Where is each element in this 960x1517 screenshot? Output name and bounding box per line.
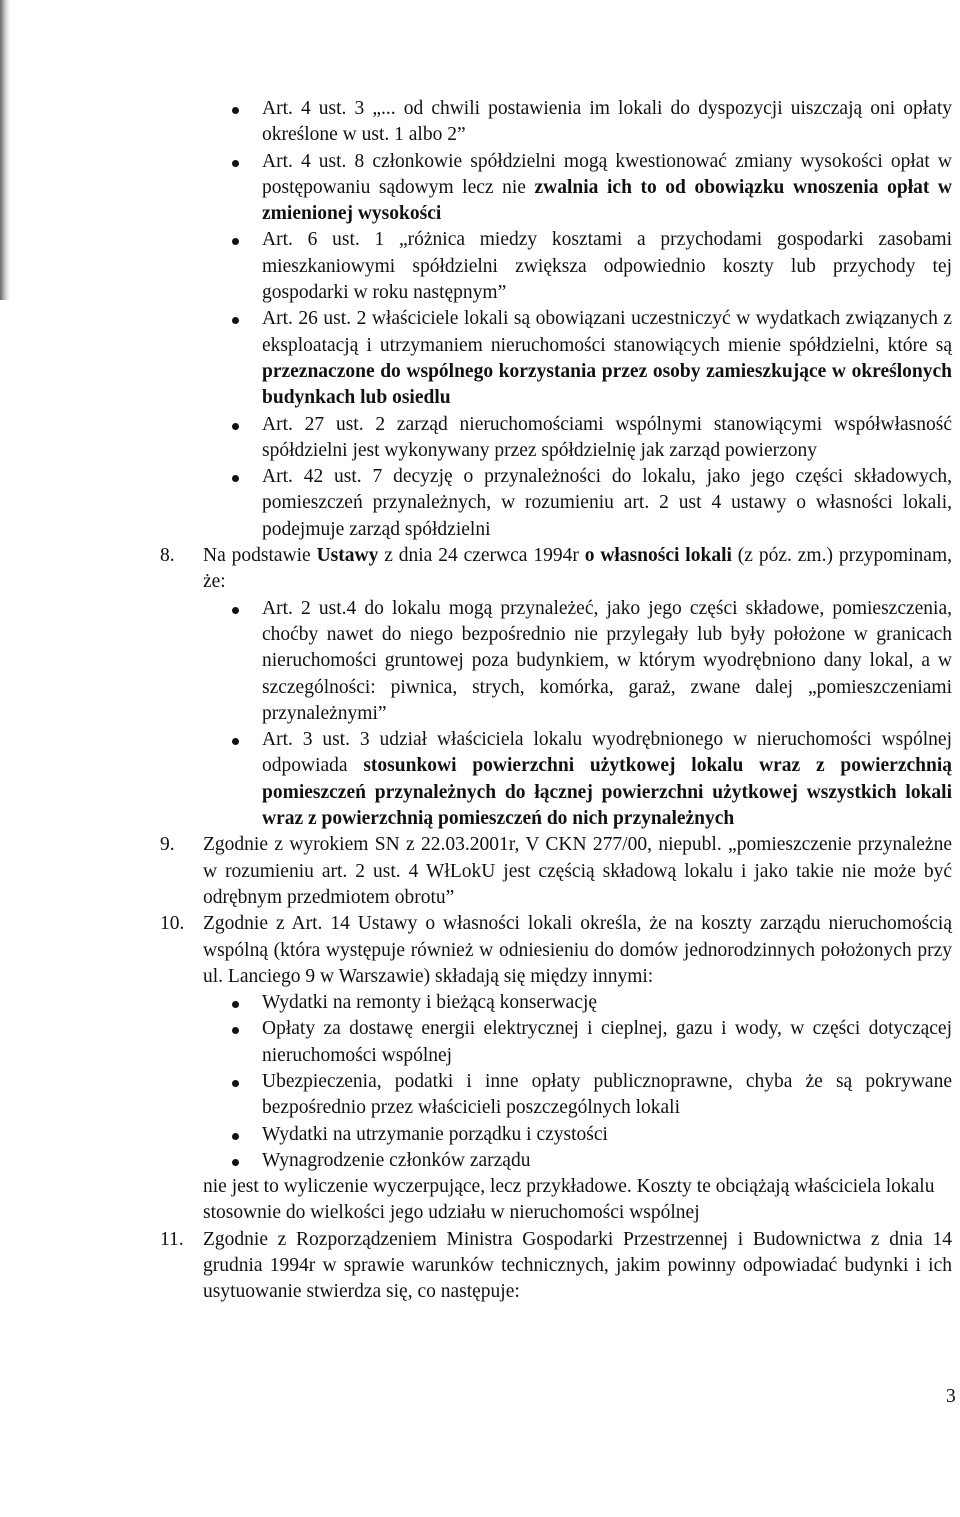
- bullet-icon: [232, 423, 239, 430]
- bullet-icon: [232, 238, 239, 245]
- bold-text: przeznaczone do wspólnego korzystania przez osoby zamieszkujące w określonych budynkach lub osiedlu: [262, 360, 952, 409]
- bullet-icon: [232, 475, 239, 482]
- list-item: Art. 26 ust. 2 właściciele lokali są obowiązani uczestniczyć w wydatkach związanych z eksploatacją i utrzymaniem nieruchomości stanowiących mienie spółdzielni, które są przeznaczone do wspólnego korzystania przez osoby zamieszkujące w określonych budynkach lub osiedlu: [262, 306, 952, 411]
- list-item: Wydatki na utrzymanie porządku i czystości: [262, 1122, 952, 1148]
- paragraph: nie jest to wyliczenie wyczerpujące, lecz przykładowe. Koszty te obciążają właściciela lokalu stosownie do wielkości jego udziału w nieruchomości wspólnej: [203, 1176, 935, 1224]
- item-number: 8.: [160, 545, 175, 567]
- bold-text: Ustawy: [316, 545, 379, 567]
- numbered-item-9: [160, 832, 952, 911]
- sub-bullet-list: [262, 990, 952, 1174]
- bullet-icon: [232, 1080, 239, 1087]
- paragraph: Na podstawie Ustawy z dnia 24 czerwca 1994r o własności lokali (z póz. zm.) przypominam, że:: [203, 545, 953, 593]
- list-item: Art. 2 ust.4 do lokalu mogą przynależeć, jako jego części składowe, pomieszczenia, choćby nawet do niego bezpośrednio nie przylegały lub były położone w granicach nieruchomości gruntowej poza budynkiem, w którym wyodrębniono dany lokal, a w szczególności: piwnica, strych, komórka, garaż, zwane dalej „pomieszczeniami przynależnymi”: [262, 596, 952, 727]
- paragraph: Zgodnie z Rozporządzeniem Ministra Gospodarki Przestrzennej i Budownictwa z dnia 14 grudnia 1994r w sprawie warunków technicznych, jakim powinny odpowiadać budynki i ich usytuowanie stwierdza się, co następuje:: [203, 1228, 952, 1303]
- bullet-icon: [232, 1133, 239, 1140]
- paragraph: Zgodnie z wyrokiem SN z 22.03.2001r, V CKN 277/00, niepubl. „pomieszczenie przynależne w rozumieniu art. 2 ust. 4 WłLokU jest częścią składową lokalu i jako takie nie może być odrębnym przedmiotem obrotu”: [203, 834, 952, 908]
- bold-text: zwalnia ich to od obowiązku wnoszenia opłat w zmienionej wysokości: [262, 176, 952, 225]
- list-item: Art. 6 ust. 1 „różnica miedzy kosztami a przychodami gospodarki zasobami mieszkaniowymi spółdzielni zwiększa odpowiednio koszty lub przychody tej gospodarki w roku następnym”: [262, 227, 952, 306]
- bullet-icon: [232, 607, 239, 614]
- bullet-icon: [232, 317, 239, 324]
- bullet-icon: [232, 1159, 239, 1166]
- numbered-item-8: [160, 543, 953, 832]
- list-item: Ubezpieczenia, podatki i inne opłaty publicznoprawne, chyba że są pokrywane bezpośrednio przez właścicieli poszczególnych lokali: [262, 1069, 952, 1122]
- sub-bullet-list: [262, 596, 952, 833]
- bullet-icon: [232, 107, 239, 114]
- list-item: Art. 4 ust. 8 członkowie spółdzielni mogą kwestionować zmiany wysokości opłat w postępowaniu sądowym lecz nie zwalnia ich to od obowiązku wnoszenia opłat w zmienionej wysokości: [262, 149, 952, 228]
- document-page: [0, 96, 960, 1306]
- page-number: 3: [946, 1386, 956, 1407]
- bullet-icon: [232, 160, 239, 167]
- list-item: Wydatki na remonty i bieżącą konserwację: [262, 990, 952, 1016]
- numbered-item-11: [160, 1227, 952, 1306]
- item-number: 11.: [160, 1228, 184, 1250]
- bullet-icon: [232, 1001, 239, 1008]
- bullet-icon: [232, 1027, 239, 1034]
- bold-text: o własności lokali: [584, 545, 732, 567]
- paragraph: Zgodnie z Art. 14 Ustawy o własności lokali określa, że na koszty zarządu nieruchomością wspólną (która występuje również w odniesieniu do domów jednorodzinnych położonych przy ul. Lanciego 9 w Warszawie) składają się między innymi:: [203, 913, 952, 987]
- list-item: Art. 27 ust. 2 zarząd nieruchomościami wspólnymi stanowiącymi współwłasność spółdzielni jest wykonywany przez spółdzielnię jak zarząd powierzony: [262, 412, 952, 465]
- item-number: 10.: [160, 913, 185, 935]
- top-bullet-list: [0, 96, 960, 543]
- bullet-icon: [232, 738, 239, 745]
- bold-text: stosunkowi powierzchni użytkowej lokalu wraz z powierzchnią pomieszczeń przynależnych do łącznej powierzchni użytkowej wszystkich lokali wraz z powierzchnią pomieszczeń do nich przynależnych: [262, 755, 952, 830]
- list-item: Wynagrodzenie członków zarządu: [262, 1148, 952, 1174]
- list-item: Art. 4 ust. 3 „... od chwili postawienia im lokali do dyspozycji uiszczają oni opłaty określone w ust. 1 albo 2”: [262, 96, 952, 149]
- list-item: Opłaty za dostawę energii elektrycznej i cieplnej, gazu i wody, w części dotyczącej nieruchomości wspólnej: [262, 1016, 952, 1069]
- list-item: Art. 42 ust. 7 decyzję o przynależności do lokalu, jako jego części składowych, pomieszczeń przynależnych, w rozumieniu art. 2 ust 4 ustawy o własności lokali, podejmuje zarząd spółdzielni: [262, 464, 952, 543]
- list-item: Art. 3 ust. 3 udział właściciela lokalu wyodrębnionego w nieruchomości wspólnej odpowiada stosunkowi powierzchni użytkowej lokalu wraz z powierzchnią pomieszczeń przynależnych do łącznej powierzchni użytkowej wszystkich lokali wraz z powierzchnią pomieszczeń do nich przynależnych: [262, 727, 952, 832]
- item-number: 9.: [160, 834, 175, 856]
- numbered-item-10: [160, 911, 952, 1227]
